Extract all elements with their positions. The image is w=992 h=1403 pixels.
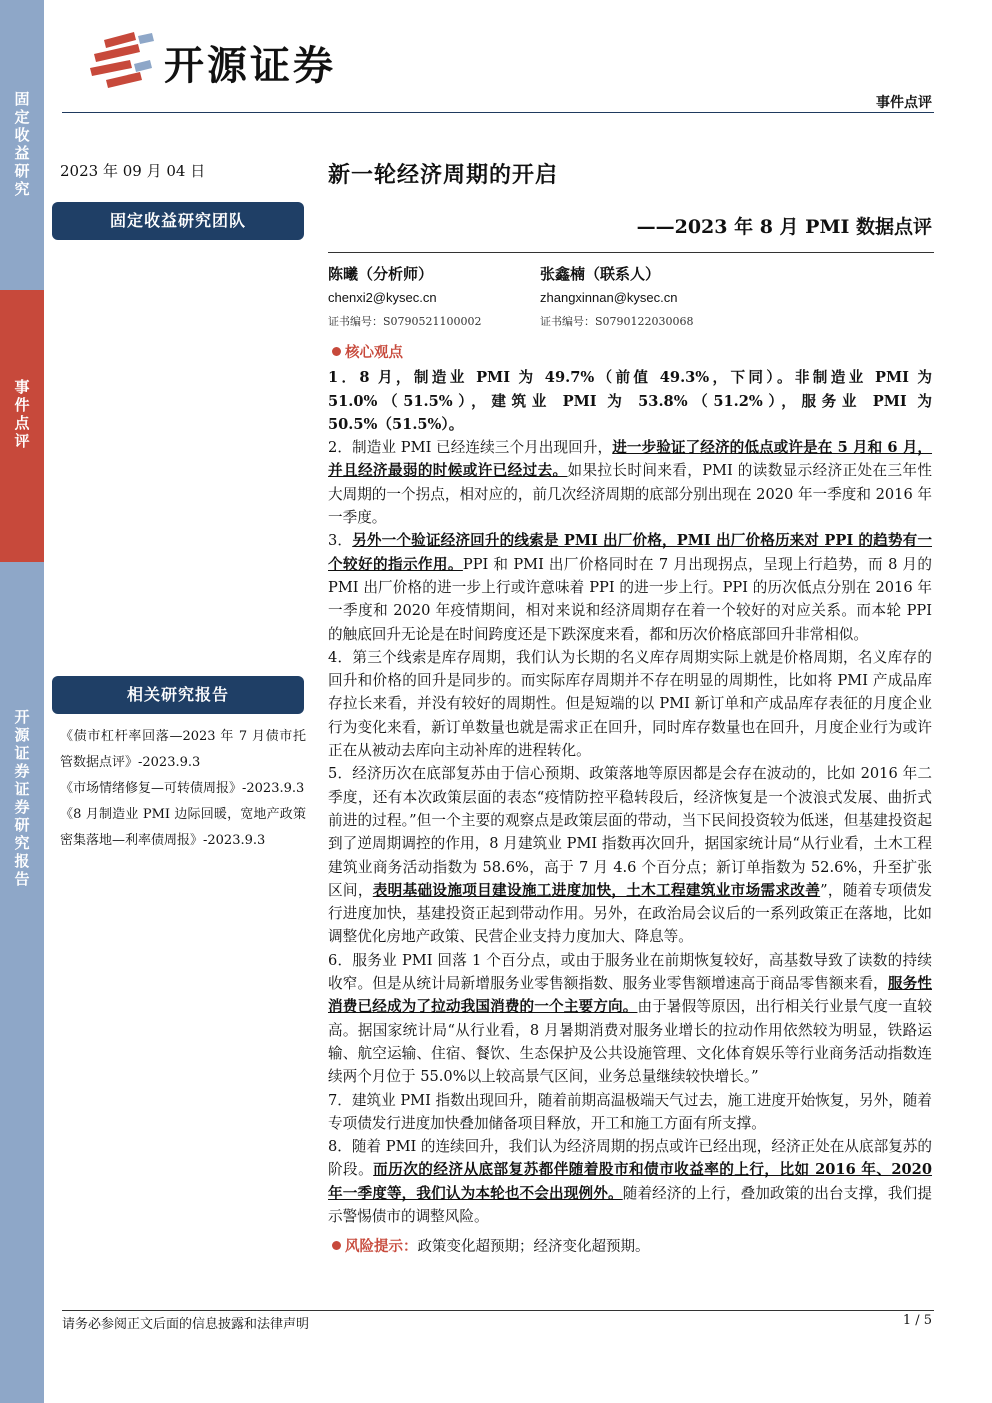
- related-report-link[interactable]: 《8 月制造业 PMI 边际回暖，宽地产政策密集落地—利率债周报》-2023.9.3: [60, 807, 306, 848]
- team-banner: 固定收益研究团队: [52, 202, 304, 240]
- report-body: [328, 342, 932, 1261]
- point-3-lead: 3．: [328, 532, 353, 550]
- strip-label-brand: 开源证券 证券研究报告: [14, 708, 30, 888]
- point-8: [328, 1135, 932, 1228]
- point-8-emphasis: 而历次的经济从底部复苏都伴随着股市和债市收益率的上行，比如 2016 年、2020 年一季度等，我们认为本轮也不会出现例外。: [328, 1161, 932, 1202]
- point-6: [328, 949, 932, 1089]
- point-2-emphasis: 进一步验证了经济的低点或许是在 5 月和 6 月，并且经济最弱的时候或许已经过去。: [328, 439, 933, 480]
- bullet-dot-icon: [332, 1241, 341, 1250]
- doc-type-label: 事件点评: [876, 95, 932, 111]
- author-block: [328, 262, 482, 334]
- author-cert: 证书编号：S0790521100002: [328, 315, 482, 328]
- related-report-link[interactable]: 《市场情绪修复—可转债周报》-2023.9.3: [60, 781, 305, 796]
- related-reports-banner: 相关研究报告: [52, 676, 304, 714]
- section-heading: [328, 342, 932, 365]
- author-name: 陈曦（分析师）: [328, 265, 434, 283]
- risk-text: 政策变化超预期；经济变化超预期。: [417, 1239, 650, 1256]
- strip-label-fixed-income: 固定收益研究: [14, 90, 30, 198]
- bullet-dot-icon: [332, 347, 341, 356]
- point-7: 7．建筑业 PMI 指数出现回升，随着前期高温极端天气过去，施工进度开始恢复，另外，随着专项债发行进度加快叠加储备项目释放，开工和施工方面有所支撑。: [328, 1091, 932, 1132]
- report-title: 新一轮经济周期的开启: [328, 162, 559, 188]
- author-cert: 证书编号：S0790122030068: [540, 315, 694, 328]
- related-report-link[interactable]: 《债市杠杆率回落—2023 年 7 月债市托管数据点评》-2023.9.3: [60, 729, 306, 770]
- company-name: 开源证券: [164, 43, 336, 89]
- point-8-rest: 随着经济的上行，叠加政策的出台支撑，我们提示警惕债市的调整风险。: [328, 1184, 932, 1225]
- company-logo: [86, 30, 386, 90]
- page-number: 1 / 5: [902, 1313, 932, 1328]
- point-6-rest: 由于暑假等原因，出行相关行业景气度一直较高。据国家统计局“从行业看，8 月暑期消费对服务业增长的拉动作用依然较为明显，铁路运输、航空运输、住宿、餐饮、生态保护及公共设施管理、文化体育娱乐等行业商务活动指数连续两个月位于 55.0%以上较高景气区间，业务总量继续较快增长。”: [328, 998, 932, 1086]
- section-heading-text: 核心观点: [345, 345, 403, 361]
- report-date: 2023 年 09 月 04 日: [60, 162, 206, 180]
- point-2: [328, 436, 932, 529]
- side-strip-top: [0, 0, 44, 290]
- point-2-lead: 2．制造业 PMI 已经连续三个月出现回升，: [328, 439, 613, 457]
- side-strip-mid: [0, 290, 44, 562]
- author-email[interactable]: chenxi2@kysec.cn: [328, 290, 437, 305]
- point-3-rest: PPI 和 PMI 出厂价格同时在 7 月出现拐点，呈现上行趋势，而 8 月的 PMI 出厂价格的进一步上行或许意味着 PPI 的进一步上行。PPI 的历次低点分别在 2016 年一季度和 2020 年疫情期间，相对来说和经济周期存在着一个较好的对应关系。而本轮 PPI 的触底回升无论是在时间跨度还是下跌深度来看，都和历次价格底部回升非常相似。: [328, 555, 932, 643]
- point-6-emphasis: 服务性消费已经成为了拉动我国消费的一个主要方向。: [328, 975, 932, 1016]
- footer-divider: [62, 1310, 934, 1311]
- related-reports-list: [60, 724, 306, 854]
- risk-label: 风险提示：: [345, 1239, 418, 1256]
- point-5-emphasis: 表明基础设施项目建设施工进度加快，土木工程建筑业市场需求改善: [372, 881, 821, 899]
- report-subtitle: ——2023 年 8 月 PMI 数据点评: [636, 216, 932, 238]
- point-4: 4．第三个线索是库存周期，我们认为长期的名义库存周期实际上就是价格周期，名义库存的回升和价格的回升是同步的。而实际库存周期并不存在明显的周期性，比如将 PMI 产成品库存拉长来看，并没有较好的周期性。但是短端的以 PMI 新订单和产成品库存表征的月度企业行为变化来看，新订单数量也就是需求正在回升，同时库存数量也在回升，月度企业行为或许正在从被动去库向主动补库的进程转化。: [328, 648, 932, 760]
- header-divider: [62, 112, 934, 113]
- author-block: [540, 262, 694, 334]
- title-divider: [328, 252, 934, 253]
- point-2-rest: 如果拉长时间来看，PMI 的读数显示经济正处在三年性大周期的一个拐点，相对应的，前几次经济周期的底部分别出现在 2020 年一季度和 2016 年一季度。: [328, 462, 932, 527]
- strip-label-event-review: 事件点评: [14, 378, 30, 450]
- point-8-lead: 8．随着 PMI 的连续回升，我们认为经济周期的拐点或许已经出现，经济正处在从底部复苏的阶段。: [328, 1138, 932, 1179]
- footer-disclaimer: 请务必参阅正文后面的信息披露和法律声明: [62, 1317, 310, 1332]
- point-5-lead: 5．经济历次在底部复苏由于信心预期、政策落地等原因都是会存在波动的，比如 2016 年二季度，还有本次政策层面的表态“疫情防控平稳转段后，经济恢复是一个波浪式发展、曲折式前进的过程。”但一个主要的观察点是政策层面的带动，当下民间投资较为低迷，但基建投资起到了逆周期调控的作用，8 月建筑业 PMI 指数再次回升，据国家统计局“从行业看，土木工程建筑业商务活动指数为 58.6%，高于 7 月 4.6 个百分点；新订单指数为 52.6%，升至扩张区间，: [328, 765, 932, 899]
- author-name: 张鑫楠（联系人）: [540, 265, 661, 283]
- point-3: [328, 529, 932, 645]
- author-email[interactable]: zhangxinnan@kysec.cn: [540, 290, 678, 305]
- point-3-emphasis: 另外一个验证经济回升的线索是 PMI 出厂价格，PMI 出厂价格历来对 PPI 的趋势有一个较好的指示作用。: [328, 532, 932, 573]
- side-strip-bottom: [0, 562, 44, 1403]
- point-5: [328, 762, 932, 948]
- point-6-lead: 6．服务业 PMI 回落 1 个百分点，或由于服务业在前期恢复较好，高基数导致了读数的持续收窄。但是从统计局新增服务业零售额指数、服务业零售额增速高于商品零售额来看，: [328, 951, 932, 993]
- risk-note: [328, 1236, 932, 1259]
- logo-mark-icon: [86, 30, 156, 90]
- point-1: 1．8 月，制造业 PMI 为 49.7%（前值 49.3%，下同）。非制造业 PMI 为 51.0%（51.5%），建筑业 PMI 为 53.8%（51.2%），服务业 PMI 为 50.5%（51.5%）。: [328, 369, 932, 433]
- point-5-rest: ”，随着专项债发行进度加快，基建投资正起到带动作用。另外，在政治局会议后的一系列政策正在落地，比如调整优化房地产政策、民营企业支持力度加大、降息等。: [328, 881, 932, 946]
